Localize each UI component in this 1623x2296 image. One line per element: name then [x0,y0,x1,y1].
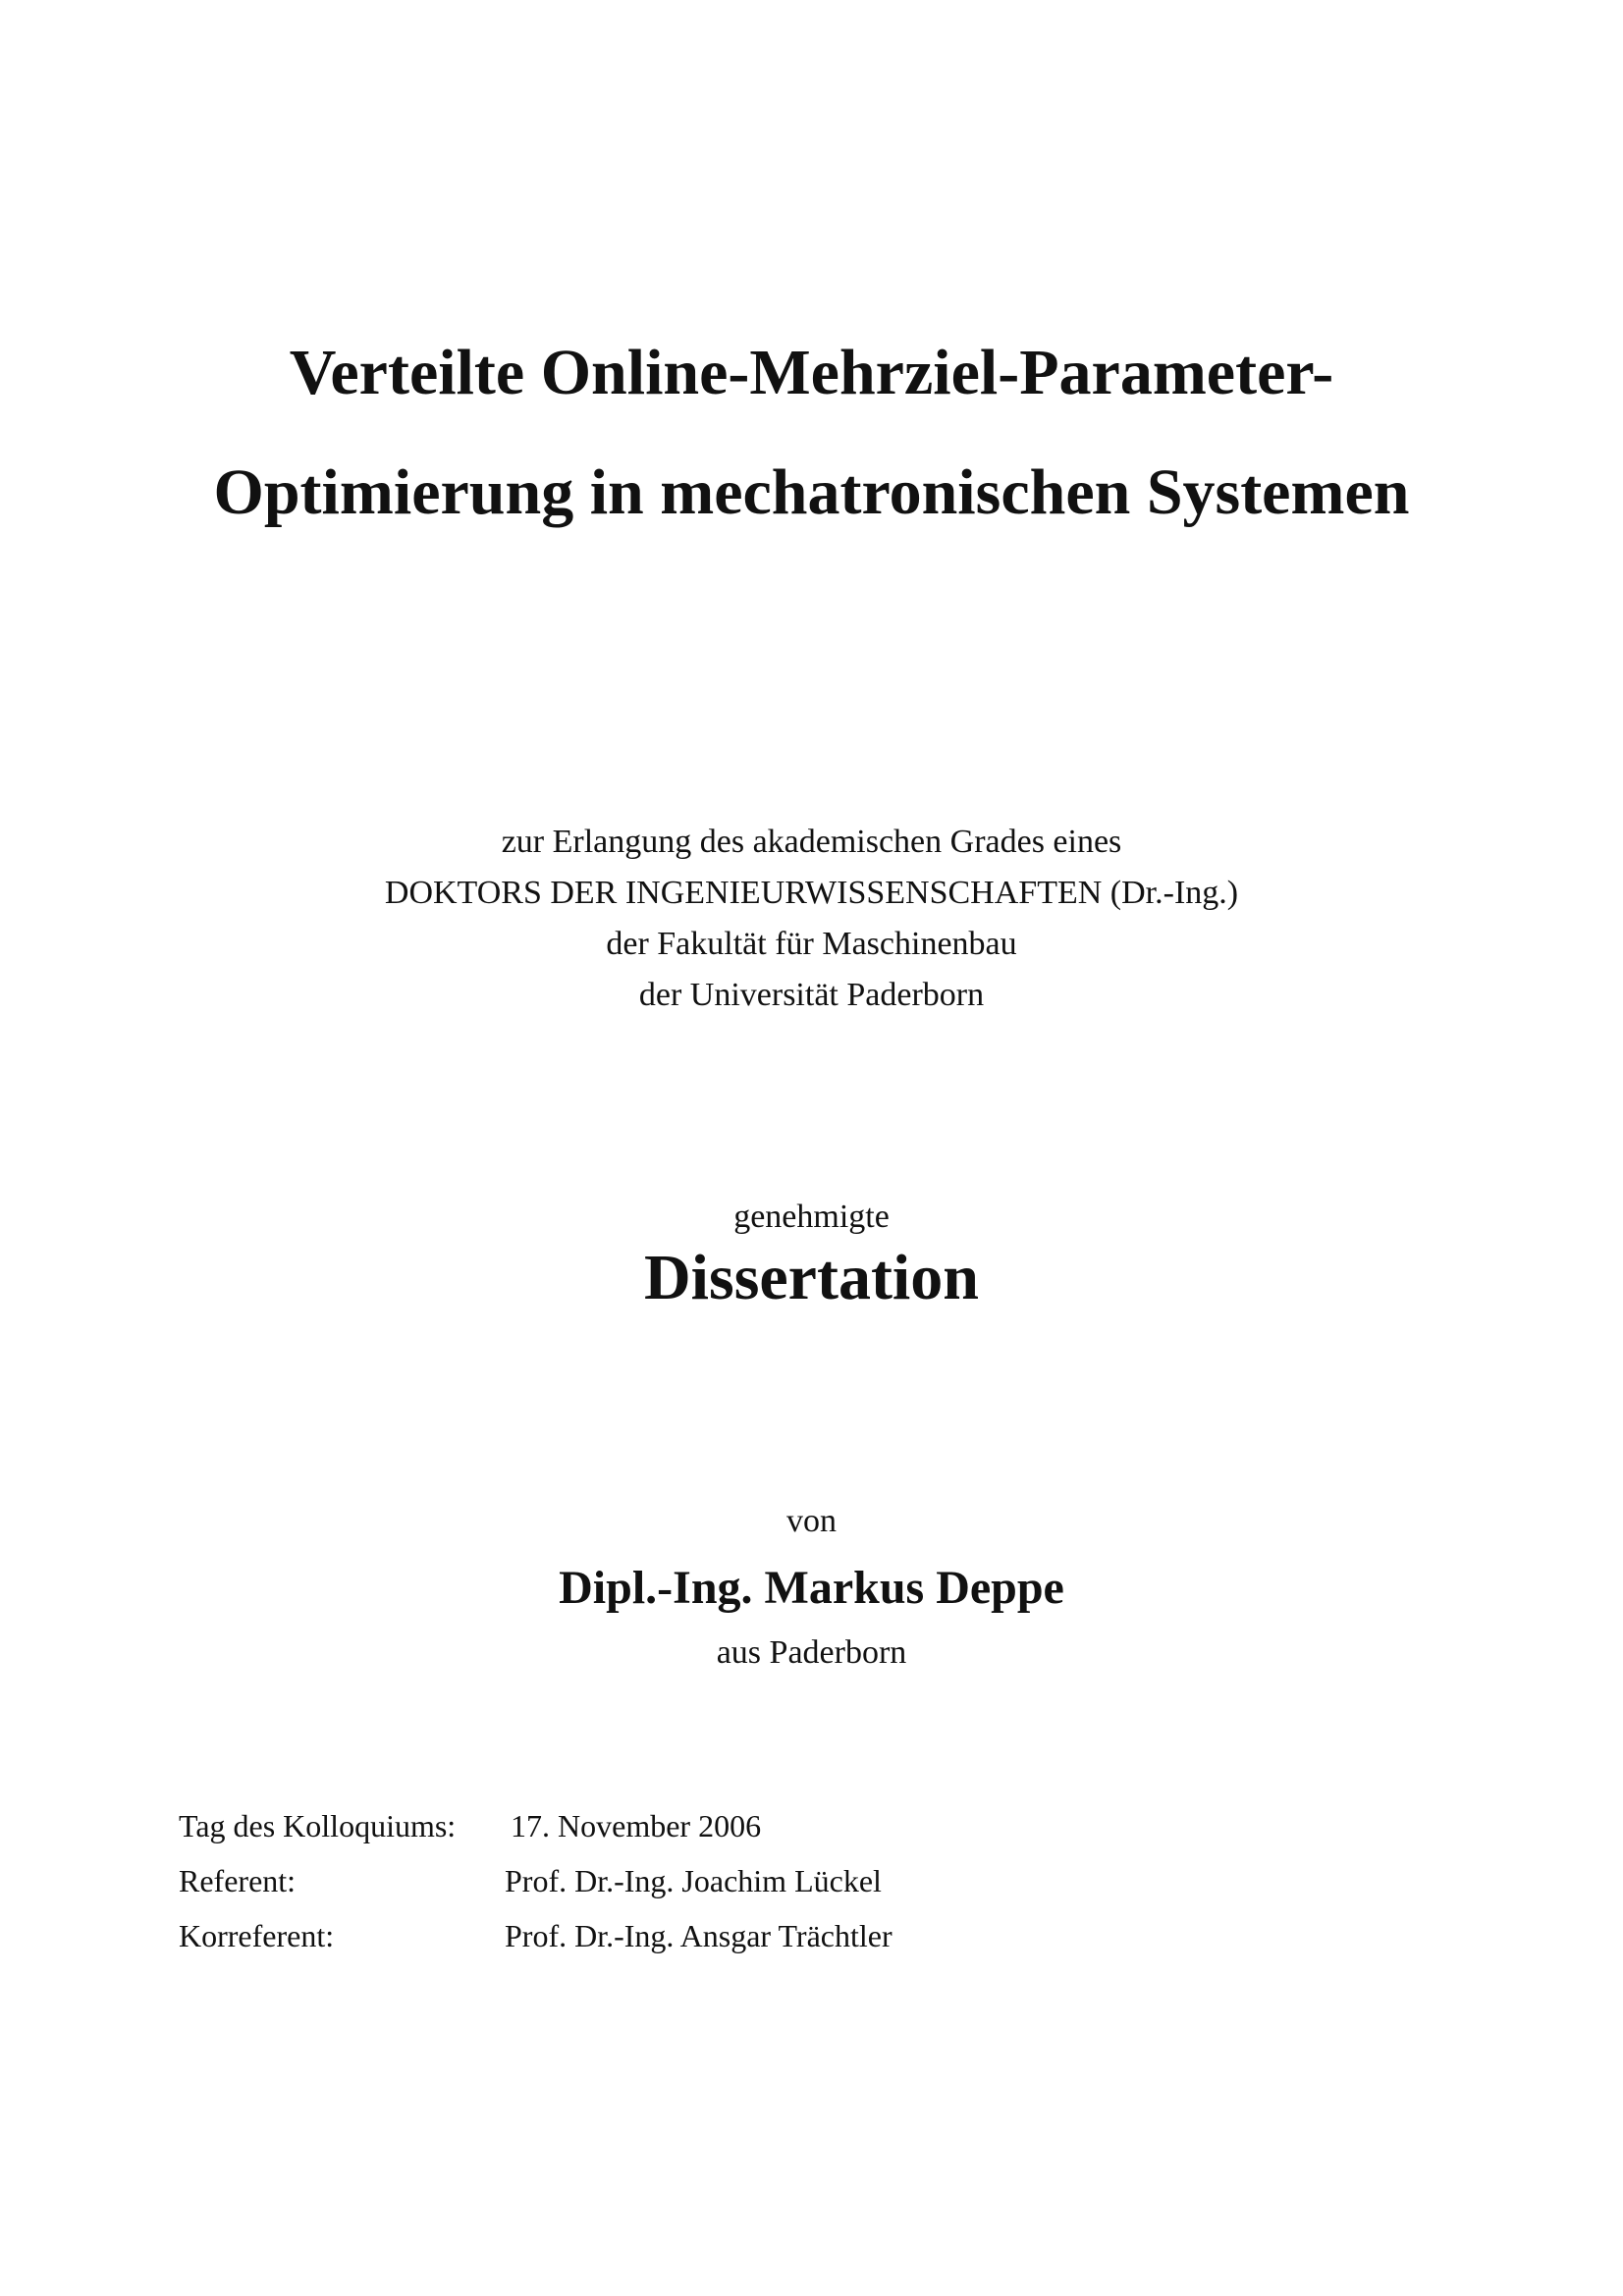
author-name: Dipl.-Ing. Markus Deppe [559,1562,1064,1614]
dissertation-title-line-1: Verteilte Online-Mehrziel-Parameter- [289,337,1334,408]
dissertation-title-line-2: Optimierung in mechatronischen Systemen [213,456,1410,528]
faculty-line: der Fakultät für Maschinenbau [606,926,1017,962]
document-type-heading: Dissertation [644,1242,979,1313]
referent-label: Referent: [179,1863,297,1898]
by-label: von [786,1503,837,1539]
university-line: der Universität Paderborn [638,977,985,1013]
colloquium-date-value: 17. November 2006 [511,1808,762,1843]
degree-name-line: DOKTORS DER INGENIEURWISSENSCHAFTEN (Dr.-Ing.) [384,875,1239,911]
approved-label: genehmigte [733,1199,890,1235]
coreferent-label: Korreferent: [179,1918,335,1953]
author-origin: aus Paderborn [716,1634,907,1671]
referent-value: Prof. Dr.-Ing. Joachim Lückel [505,1863,882,1898]
coreferent-value: Prof. Dr.-Ing. Ansgar Trächtler [505,1918,893,1953]
degree-purpose-line: zur Erlangung des akademischen Grades eines [501,824,1122,860]
colloquium-date-label: Tag des Kolloquiums: [179,1808,457,1843]
